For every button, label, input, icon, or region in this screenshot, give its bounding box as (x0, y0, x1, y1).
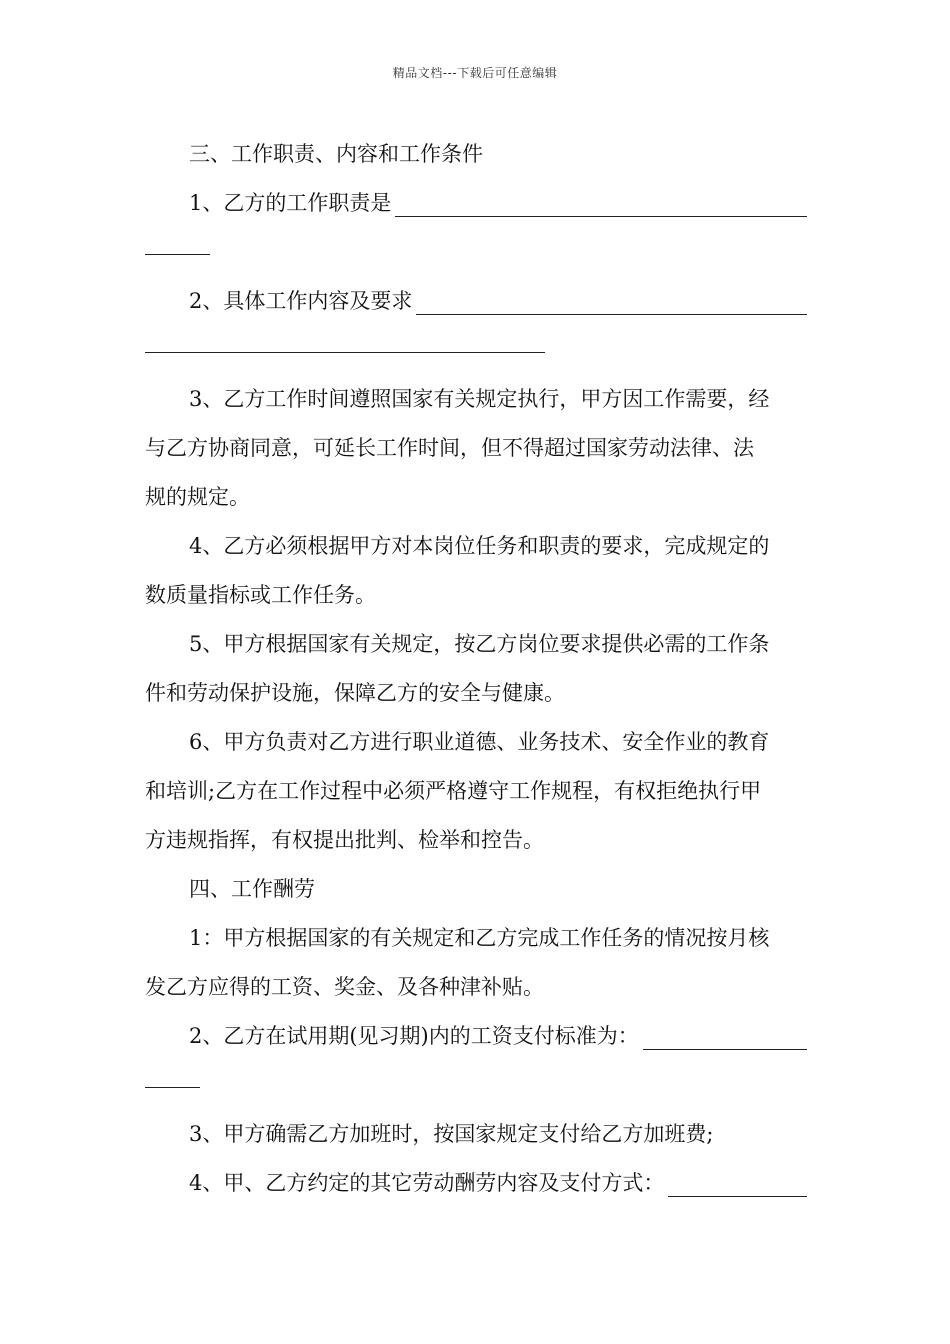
work-content-blank[interactable] (416, 288, 807, 315)
paragraph-text: 数质量指标或工作任务。 (145, 583, 376, 607)
duty-blank-continued[interactable] (145, 228, 210, 255)
duty-label: 1、乙方的工作职责是 (189, 191, 392, 215)
other-pay-blank[interactable] (668, 1170, 807, 1197)
paragraph-line (145, 375, 807, 424)
probation-wage-blank[interactable] (643, 1023, 807, 1050)
paragraph-line (145, 620, 807, 669)
paragraph-text: 和培训;乙方在工作过程中必须严格遵守工作规程，有权拒绝执行甲 (145, 779, 762, 803)
paragraph-line (145, 473, 807, 522)
other-pay-line (145, 1159, 807, 1208)
paragraph-line (145, 571, 807, 620)
duty-line-continued (145, 228, 807, 277)
work-content-blank-continued[interactable] (145, 326, 545, 353)
paragraph-line (145, 816, 807, 865)
paragraph-line (145, 522, 807, 571)
section-title: 三、工作职责、内容和工作条件 (189, 142, 483, 166)
work-content-line (145, 277, 807, 326)
paragraph-text: 3、甲方确需乙方加班时，按国家规定支付给乙方加班费; (189, 1122, 714, 1146)
paragraph-text: 与乙方协商同意，可延长工作时间，但不得超过国家劳动法律、法 (145, 436, 754, 460)
paragraph-text: 3、乙方工作时间遵照国家有关规定执行，甲方因工作需要，经 (189, 387, 770, 411)
paragraph-line (145, 963, 807, 1012)
paragraph-line (145, 1110, 807, 1159)
section-title: 四、工作酬劳 (189, 877, 315, 901)
paragraph-line (145, 669, 807, 718)
section-4-title (145, 865, 807, 914)
duty-blank[interactable] (395, 190, 807, 217)
paragraph-text: 发乙方应得的工资、奖金、及各种津补贴。 (145, 975, 544, 999)
paragraph-line (145, 424, 807, 473)
probation-wage-line (145, 1012, 807, 1061)
paragraph-text: 5、甲方根据国家有关规定，按乙方岗位要求提供必需的工作条 (189, 632, 770, 656)
document-body (145, 130, 807, 1208)
paragraph-text: 方违规指挥，有权提出批判、检举和控告。 (145, 828, 544, 852)
paragraph-text: 规的规定。 (145, 485, 250, 509)
page-header: 精品文档---下载后可任意编辑 (392, 66, 558, 80)
paragraph-text: 件和劳动保护设施，保障乙方的安全与健康。 (145, 681, 565, 705)
paragraph-text: 1：甲方根据国家的有关规定和乙方完成工作任务的情况按月核 (189, 926, 770, 950)
other-pay-label: 4、甲、乙方约定的其它劳动酬劳内容及支付方式： (189, 1171, 665, 1195)
work-content-label: 2、具体工作内容及要求 (189, 289, 413, 313)
paragraph-line (145, 914, 807, 963)
section-3-title (145, 130, 807, 179)
probation-wage-blank-continued[interactable] (145, 1061, 200, 1088)
duty-line (145, 179, 807, 228)
work-content-line-continued (145, 326, 807, 375)
paragraph-text: 6、甲方负责对乙方进行职业道德、业务技术、安全作业的教育 (189, 730, 770, 754)
paragraph-text: 4、乙方必须根据甲方对本岗位任务和职责的要求，完成规定的 (189, 534, 770, 558)
paragraph-line (145, 767, 807, 816)
probation-wage-label: 2、乙方在试用期(见习期)内的工资支付标准为： (189, 1024, 639, 1048)
probation-wage-line-continued (145, 1061, 807, 1110)
paragraph-line (145, 718, 807, 767)
